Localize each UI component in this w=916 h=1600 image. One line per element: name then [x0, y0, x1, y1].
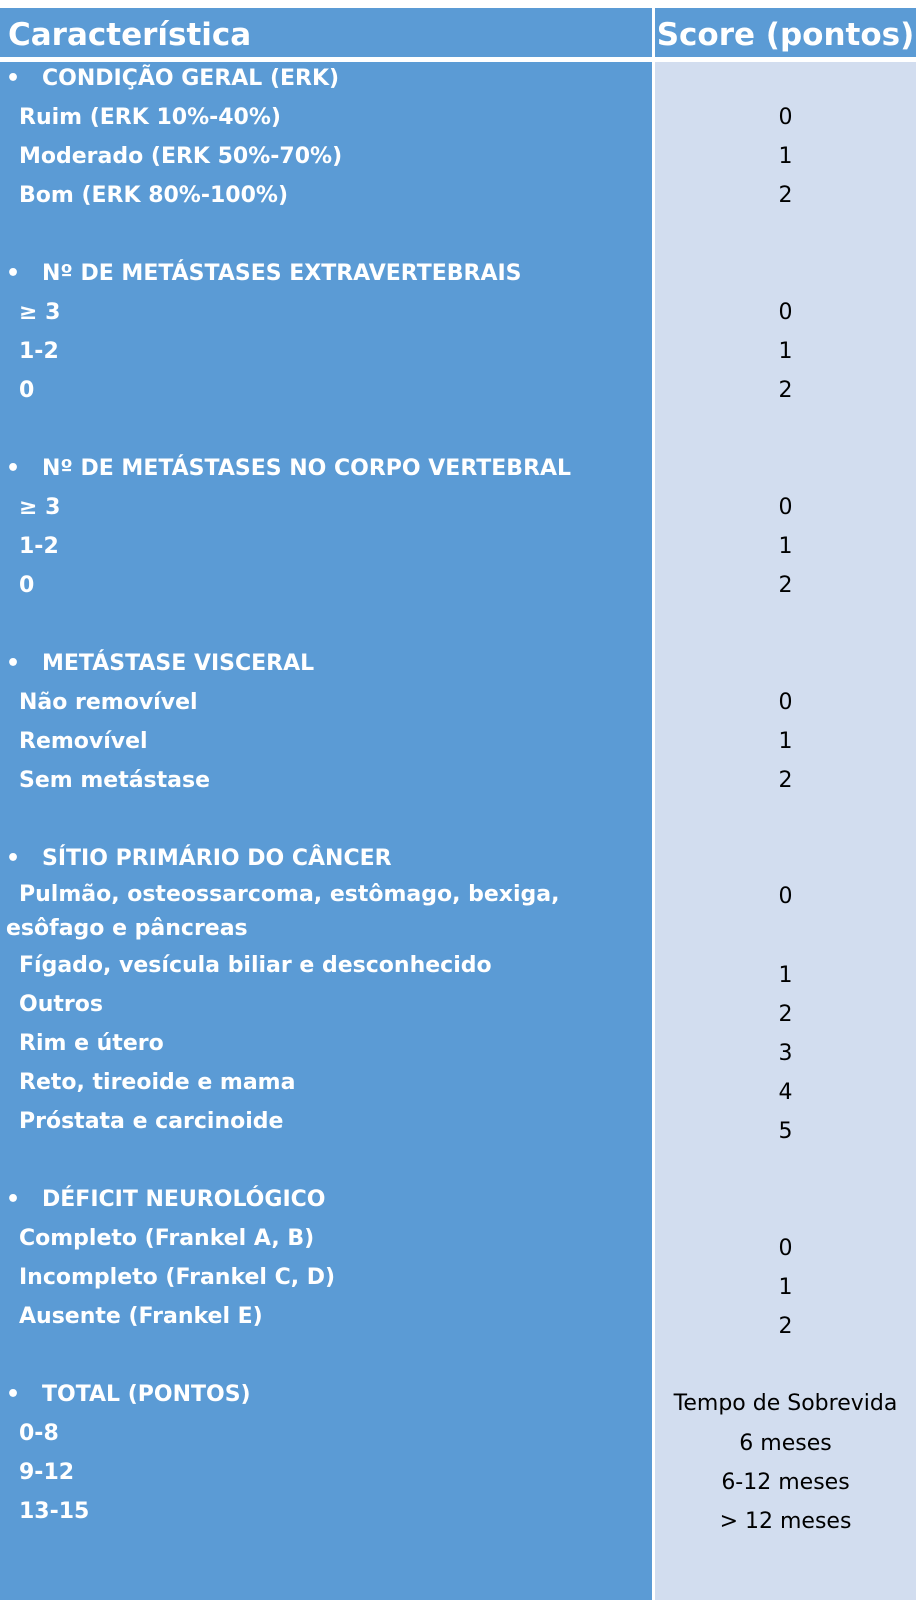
- row-label: 0: [19, 378, 35, 403]
- row-score: 2: [778, 183, 793, 208]
- row-label: Sem metástase: [19, 768, 211, 793]
- row-score: 0: [778, 884, 793, 909]
- section-title: • DÉFICIT NEUROLÓGICO: [6, 1187, 326, 1212]
- row-score: 1: [778, 339, 793, 364]
- row-score: 0: [778, 690, 793, 715]
- row-label: 13-15: [19, 1499, 90, 1524]
- row-score: 6-12 meses: [721, 1470, 850, 1495]
- section-title: • TOTAL (PONTOS): [6, 1382, 251, 1407]
- row-score: 6 meses: [739, 1431, 832, 1456]
- row-label: Ruim (ERK 10%-40%): [19, 105, 281, 130]
- bullet-icon: •: [6, 1382, 21, 1407]
- score-column: [655, 62, 916, 1600]
- bullet-icon: •: [6, 651, 21, 676]
- row-label: Reto, tireoide e mama: [19, 1070, 296, 1095]
- row-score: 0: [778, 300, 793, 325]
- section-title: • Nº DE METÁSTASES EXTRAVERTEBRAIS: [6, 261, 522, 286]
- bullet-icon: •: [6, 846, 21, 871]
- row-label: Removível: [19, 729, 148, 754]
- row-score: 1: [778, 144, 793, 169]
- row-score: 1: [778, 729, 793, 754]
- row-label: 9-12: [19, 1460, 75, 1485]
- row-score: 3: [778, 1041, 793, 1066]
- row-label: Fígado, vesícula biliar e desconhecido: [19, 953, 492, 978]
- header-score: Score (pontos): [655, 8, 916, 62]
- row-score: 5: [778, 1119, 793, 1144]
- row-score: 2: [778, 1002, 793, 1027]
- row-label: Outros: [19, 992, 103, 1017]
- row-label: Completo (Frankel A, B): [19, 1226, 315, 1251]
- row-label: Rim e útero: [19, 1031, 164, 1056]
- header-characteristic: Característica: [0, 8, 655, 62]
- row-label: Incompleto (Frankel C, D): [19, 1265, 336, 1290]
- section-title: • SÍTIO PRIMÁRIO DO CÂNCER: [6, 846, 392, 871]
- row-label: 0-8: [19, 1421, 59, 1446]
- row-label: Pulmão, osteossarcoma, estômago, bexiga, esôfago e pâncreas: [6, 882, 560, 941]
- bullet-icon: •: [6, 1187, 21, 1212]
- row-label: Não removível: [19, 690, 198, 715]
- bullet-icon: •: [6, 66, 21, 91]
- row-label: Bom (ERK 80%-100%): [19, 183, 289, 208]
- row-label: Próstata e carcinoide: [19, 1109, 284, 1134]
- row-label: 1-2: [19, 534, 59, 559]
- section-title: • CONDIÇÃO GERAL (ERK): [6, 66, 340, 91]
- scoring-table: [0, 8, 916, 1600]
- row-label: Ausente (Frankel E): [19, 1304, 263, 1329]
- row-score: 1: [778, 534, 793, 559]
- row-score: 0: [778, 1236, 793, 1261]
- bullet-icon: •: [6, 261, 21, 286]
- row-label: Moderado (ERK 50%-70%): [19, 144, 343, 169]
- row-score: 0: [778, 105, 793, 130]
- row-label: 1-2: [19, 339, 59, 364]
- row-label: 0: [19, 573, 35, 598]
- row-label: ≥ 3: [19, 495, 61, 520]
- row-label: ≥ 3: [19, 300, 61, 325]
- row-score: 4: [778, 1080, 793, 1105]
- row-score: 2: [778, 1314, 793, 1339]
- row-score: 0: [778, 495, 793, 520]
- row-score: 2: [778, 768, 793, 793]
- section-title: • Nº DE METÁSTASES NO CORPO VERTEBRAL: [6, 456, 572, 481]
- section-title: • METÁSTASE VISCERAL: [6, 651, 315, 676]
- row-score: 2: [778, 378, 793, 403]
- row-score: 2: [778, 573, 793, 598]
- row-score: > 12 meses: [719, 1509, 852, 1534]
- survival-header: Tempo de Sobrevida: [673, 1391, 898, 1416]
- characteristic-column: [0, 62, 655, 1600]
- row-score: 1: [778, 963, 793, 988]
- row-score: 1: [778, 1275, 793, 1300]
- bullet-icon: •: [6, 456, 21, 481]
